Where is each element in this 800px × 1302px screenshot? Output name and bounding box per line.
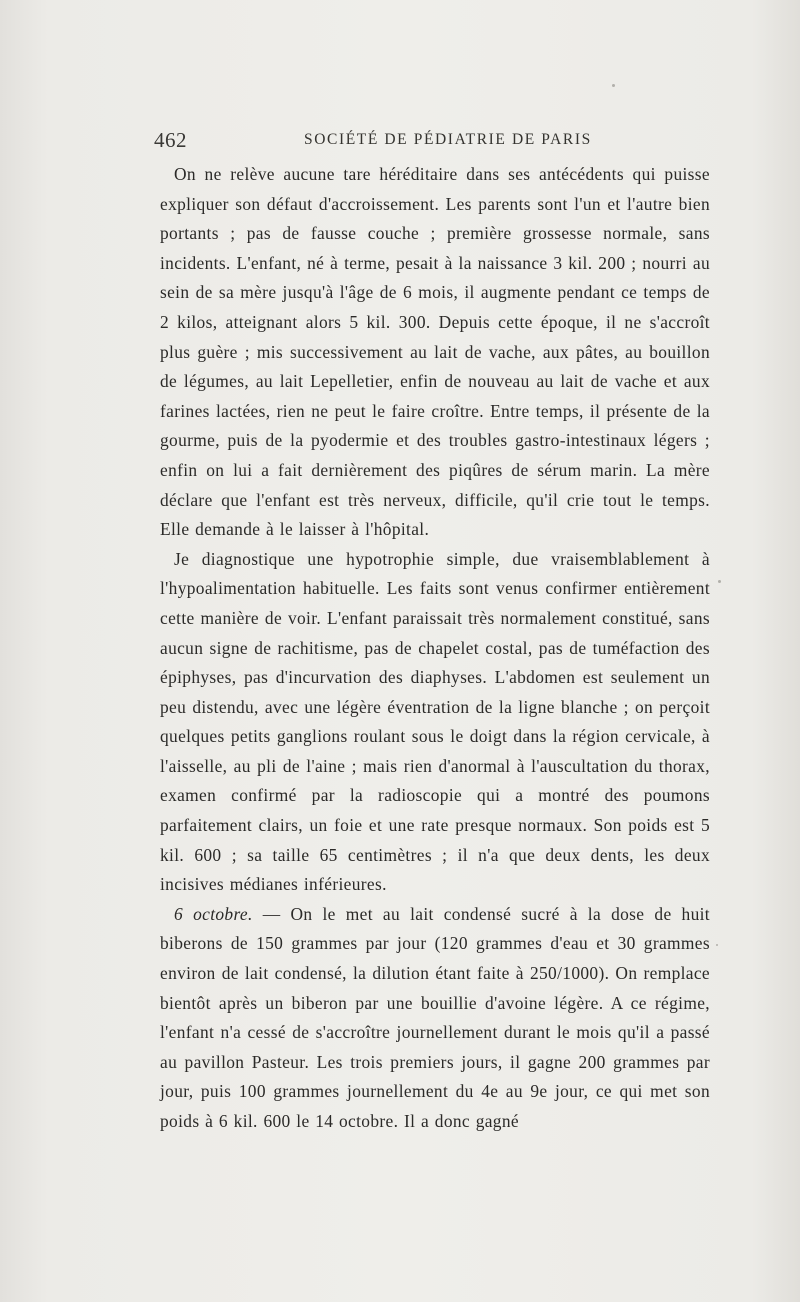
paragraph-october-6 [160, 900, 710, 1137]
page-number: 462 [154, 128, 187, 152]
entry-date: 6 octobre. [174, 903, 253, 924]
paragraph-diagnosis: Je diagnostique une hypotrophie simple, due vraisemblablement à l'hypoalimentation habituelle. Les faits sont venus confirmer entièrement cette manière de voir. L'enfant paraissait très normalement constitué, sans aucun signe de rachitisme, pas de chapelet costal, pas de tuméfaction des épiphyses, pas d'incurvation des diaphyses. L'abdomen est seulement un peu distendu, avec une légère éventration de la ligne blanche ; on perçoit quelques petits ganglions roulant sous le doigt dans la région cervicale, à l'aisselle, au pli de l'aine ; mais rien d'anormal à l'auscultation du thorax, examen confirmé par la radioscopie qui a montré des poumons parfaitement clairs, un foie et une rate presque normaux. Son poids est 5 kil. 600 ; sa taille 65 centimètres ; il n'a que deux dents, les deux incisives médianes inférieures. [160, 548, 710, 895]
body-text [160, 160, 710, 1137]
entry-text: — On le met au lait condensé sucré à la dose de huit biberons de 150 grammes par jour (120 grammes d'eau et 30 grammes environ de lait condensé, la dilution étant faite à 250/1000). On remplace bientôt après un biberon par une bouillie d'avoine légère. A ce régime, l'enfant n'a cessé de s'accroître journellement durant le mois qu'il a passé au pavillon Pasteur. Les trois premiers jours, il gagne 200 grammes par jour, puis 100 grammes journellement du 4e au 9e jour, ce qui met son poids à 6 kil. 600 le 14 octobre. Il a donc gagné [160, 903, 710, 1131]
scan-speck [716, 944, 718, 946]
scan-speck [718, 580, 721, 583]
page-header [154, 128, 714, 156]
paragraph-antecedents: On ne relève aucune tare héréditaire dans ses antécédents qui puisse expliquer son défaut d'accroissement. Les parents sont l'un et l'autre bien portants ; pas de fausse couche ; première grossesse normale, sans incidents. L'enfant, né à terme, pesait à la naissance 3 kil. 200 ; nourri au sein de sa mère jusqu'à l'âge de 6 mois, il augmente pendant ce temps de 2 kilos, atteignant alors 5 kil. 300. Depuis cette époque, il ne s'accroît plus guère ; mis successivement au lait de vache, aux pâtes, au bouillon de légumes, au lait Lepelletier, enfin de nouveau au lait de vache et aux farines lactées, rien ne peut le faire croître. Entre temps, il présente de la gourme, puis de la pyodermie et des troubles gastro-intestinaux légers ; enfin on lui a fait dernièrement des piqûres de sérum marin. La mère déclare que l'enfant est très nerveux, difficile, qu'il crie tout le temps. Elle demande à le laisser à l'hôpital. [160, 164, 710, 540]
running-head: SOCIÉTÉ DE PÉDIATRIE DE PARIS [304, 131, 592, 148]
scan-speck [612, 84, 615, 87]
